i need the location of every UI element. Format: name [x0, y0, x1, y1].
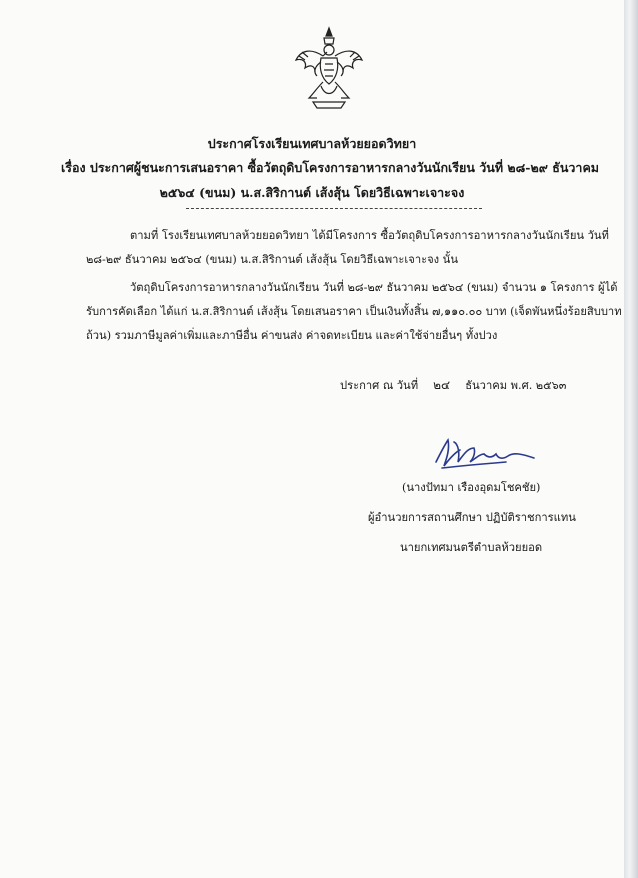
- announce-day: ๒๔: [433, 378, 451, 392]
- signatory-position-1: ผู้อำนวยการสถานศึกษา ปฏิบัติราชการแทน: [368, 511, 576, 524]
- announcement-title: ประกาศโรงเรียนเทศบาลห้วยยอดวิทยา: [207, 136, 417, 151]
- signatory-name: (นางปัทมา เรืองอุดมโชคชัย): [402, 481, 541, 494]
- paragraph-2-line-3: ถ้วน) รวมภาษีมูลค่าเพิ่มและภาษีอื่น ค่าขนส่ง ค่าจดทะเบียน และค่าใช้จ่ายอื่นๆ ทั้งปวง: [86, 329, 498, 342]
- garuda-emblem-icon: [293, 26, 365, 112]
- separator-line: [186, 208, 482, 209]
- page-edge: [624, 0, 638, 878]
- announcement-subject: เรื่อง ประกาศผู้ชนะการเสนอราคา ซื้อวัตถุดิบโครงการอาหารกลางวันนักเรียน วันที่ ๒๘-๒๙ ธันวาคม: [60, 160, 600, 175]
- signatory-position-2: นายกเทศมนตรีตำบลห้วยยอด: [400, 541, 543, 554]
- paragraph-1-line-2: ๒๘-๒๙ ธันวาคม ๒๕๖๔ (ขนม) น.ส.สิริกานต์ เส้งสุ้น โดยวิธีเฉพาะเจาะจง นั้น: [86, 253, 458, 266]
- paragraph-1-line-1: ตามที่ โรงเรียนเทศบาลห้วยยอดวิทยา ได้มีโครงการ ซื้อวัตถุดิบโครงการอาหารกลางวันนักเรียน วันที่: [130, 229, 609, 242]
- announcement-subject-cont: ๒๕๖๔ (ขนม) น.ส.สิริกานต์ เส้งสุ้น โดยวิธีเฉพาะเจาะจง: [159, 185, 465, 200]
- paragraph-2-line-2: รับการคัดเลือก ได้แก่ น.ส.สิริกานต์ เส้งสุ้น โดยเสนอราคา เป็นเงินทั้งสิ้น ๗,๑๑๐.๐๐ บาท (เจ็ดพันหนึ่งร้อยสิบบาท: [86, 305, 622, 318]
- paragraph-2-line-1: วัตถุดิบโครงการอาหารกลางวันนักเรียน วันที่ ๒๘-๒๙ ธันวาคม ๒๕๖๔ (ขนม) จำนวน ๑ โครงการ ผู้ได้: [130, 281, 618, 294]
- handwritten-signature-icon: [430, 432, 540, 474]
- announce-date: [340, 373, 566, 398]
- announce-prefix: ประกาศ ณ วันที่: [340, 379, 419, 392]
- announce-month-year: ธันวาคม พ.ศ. ๒๕๖๓: [465, 379, 567, 392]
